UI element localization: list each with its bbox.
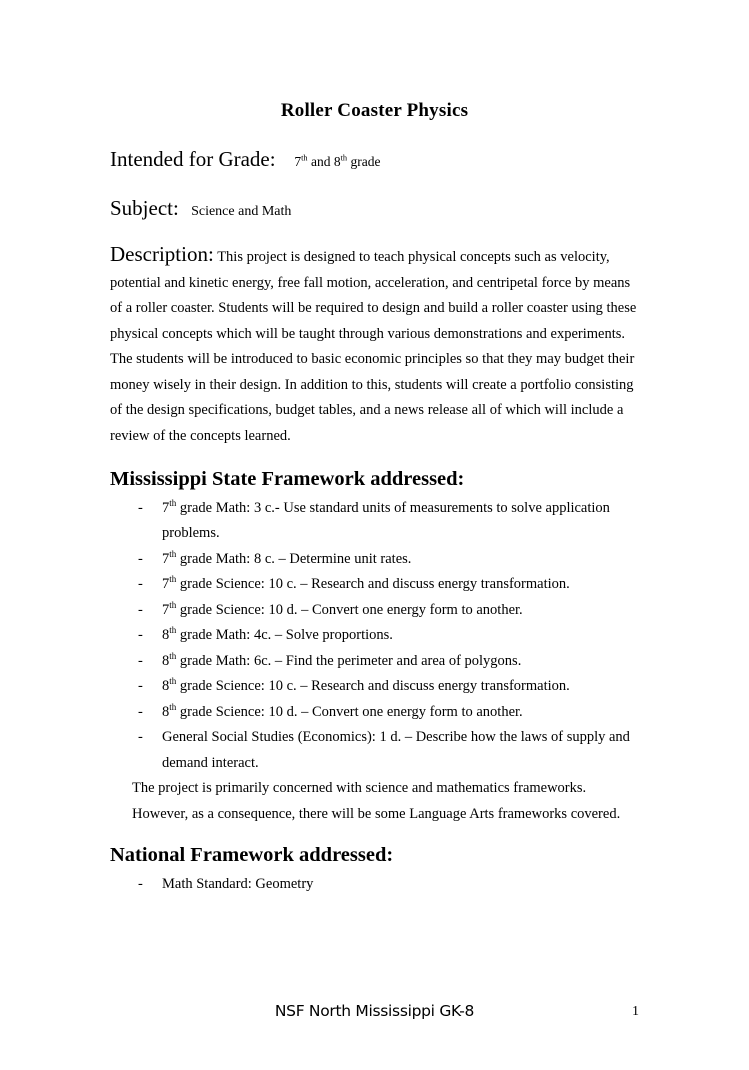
item-text: grade Math: 6c. – Find the perimeter and area of polygons. [176,652,522,669]
list-item [110,872,639,898]
list-item [110,598,639,624]
intended-for-grade-label: Intended for Grade: [110,147,276,171]
bullet-dash: - [138,627,143,644]
subject-value [184,204,291,219]
intended-for-grade-value [281,154,381,169]
item-prefix: 7 [162,499,170,516]
item-ordinal-suffix: th [169,497,177,508]
bullet-dash: - [138,729,143,746]
item-ordinal-suffix: th [169,676,177,687]
subject-label: Subject: [110,196,179,221]
list-item [110,700,639,726]
item-ordinal-suffix: th [169,599,177,610]
item-text: grade Science: 10 d. – Convert one energy form to another. [176,703,523,720]
field-subject [110,197,639,220]
item-text: grade Science: 10 c. – Research and discuss energy transformation. [176,576,570,593]
list-item [110,496,639,547]
bullet-dash: - [138,601,143,618]
item-text: General Social Studies (Economics): 1 d. – Describe how the laws of supply and demand interact. [162,729,630,771]
item-text: grade Science: 10 d. – Convert one energy form to another. [176,601,523,618]
bullet-dash: - [138,550,143,567]
description-label: Description: [110,242,214,267]
national-framework-heading: National Framework addressed: [110,844,394,867]
page-title: Roller Coaster Physics [280,100,469,121]
item-prefix: 7 [162,576,170,593]
bullet-dash: - [138,576,143,593]
item-text: grade Science: 10 c. – Research and discuss energy transformation. [176,678,570,695]
item-ordinal-suffix: th [169,574,177,585]
grade-conjunction: and 8 [307,154,341,169]
document-page [0,100,749,1070]
description-block [110,242,639,449]
list-item [110,623,639,649]
field-intended-for-grade [110,148,639,171]
item-prefix: 8 [162,652,170,669]
framework-note-1: The project is primarily concerned with science and mathematics frameworks. [132,780,587,797]
page-footer [0,1002,749,1026]
item-ordinal-suffix: th [169,548,177,559]
item-prefix: 8 [162,703,170,720]
item-ordinal-suffix: th [169,650,177,661]
item-prefix: 7 [162,550,170,567]
bullet-dash: - [138,652,143,669]
state-framework-heading: Mississippi State Framework addressed: [110,468,465,491]
item-text: Math Standard: Geometry [162,875,314,892]
grade-second-suffix: th [340,153,348,163]
footer-page-number: 1 [632,1004,639,1019]
list-item [110,572,639,598]
subject-value-text: Science and Math [191,204,292,220]
item-ordinal-suffix: th [169,625,177,636]
framework-note-2: However, as a consequence, there will be some Language Arts frameworks covered. [132,805,621,822]
item-text: grade Math: 8 c. – Determine unit rates. [176,550,412,567]
item-text: grade Math: 4c. – Solve proportions. [176,627,393,644]
list-item [110,725,639,776]
item-prefix: 8 [162,678,170,695]
item-prefix: 7 [162,601,170,618]
bullet-dash: - [138,678,143,695]
list-item [110,547,639,573]
grade-first: 7 [294,154,302,169]
grade-first-suffix: th [301,153,308,163]
item-prefix: 8 [162,627,170,644]
description-text: This project is designed to teach physical concepts such as velocity, potential and kinetic energy, free fall motion, acceleration, and centripetal force by means of a roller coaster. Students will be required to design and build a roller coaster using these physical concepts which will be taught through various demonstrations and experiments. The students will be introduced to basic economic principles so that they may budget their money wisely in their design. In addition to this, students will create a portfolio consisting of the design specifications, budget tables, and a news release all of which will include a review of the concepts learned. [110,249,637,444]
footer-organization: NSF North Mississippi GK-8 [274,1002,475,1020]
item-ordinal-suffix: th [169,701,177,712]
national-framework-list [110,872,639,898]
bullet-dash: - [138,499,143,516]
grade-trailing: grade [347,154,381,169]
bullet-dash: - [138,703,143,720]
item-text: grade Math: 3 c.- Use standard units of measurements to solve application problems. [162,499,610,542]
list-item [110,674,639,700]
list-item [110,649,639,675]
state-framework-list [110,496,639,777]
bullet-dash: - [138,875,143,892]
